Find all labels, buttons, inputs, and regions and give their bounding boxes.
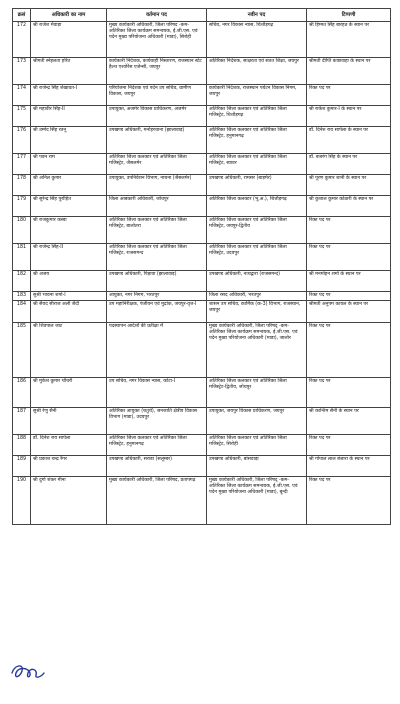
cell-remarks: रिक्त पद पर	[307, 217, 391, 244]
cell-sno: 186	[13, 378, 31, 408]
cell-new-post: जिला रसद अधिकारी, भरतपुर	[207, 292, 307, 301]
cell-current-post: मुख्य कार्यकारी अधिकारी, जिला परिषद, प्रतापगढ़	[107, 477, 207, 525]
table-row	[13, 244, 391, 271]
cell-name: श्री दुर्गा शंकर मीना	[31, 477, 107, 525]
cell-remarks: श्री कान्तिम सैनी के स्थान पर	[307, 408, 391, 435]
cell-current-post: अतिरिक्त जिला कलक्टर एवं अतिरिक्त जिला मजिस्ट्रेट, हनुमानगढ़	[107, 435, 207, 456]
table-row	[13, 435, 391, 456]
table-header-row	[13, 9, 391, 22]
cell-sno: 175	[13, 106, 31, 127]
table-row	[13, 175, 391, 196]
cell-name: श्री सैयद सीराज अली जैदी	[31, 301, 107, 323]
cell-remarks: श्रीमती अनुपम कायल के स्थान पर	[307, 301, 391, 323]
cell-name: श्री राजेन्द्र सिंह शेखावत-I	[31, 85, 107, 106]
cell-new-post: अतिरिक्त जिला कलक्टर एवं अतिरिक्त जिला मजिस्ट्रेट, हनुमानगढ़	[207, 127, 307, 154]
cell-current-post: अतिरिक्त आयुक्त (चतुर्थ), जनजाति क्षेत्रीय विकास विभाग (माडा), उदयपुर	[107, 408, 207, 435]
cell-sno: 179	[13, 196, 31, 217]
cell-remarks: श्री हिम्मत सिंह बारहठ के स्थान पर	[307, 22, 391, 58]
cell-sno: 189	[13, 456, 31, 477]
cell-current-post: उपखण्ड अधिकारी, मनोहरथाना (झालावाड़)	[107, 127, 207, 154]
header-current-post: वर्तमान पद	[107, 9, 207, 22]
cell-sno: 177	[13, 154, 31, 175]
cell-remarks: श्री गोपाल लाल बंजारा के स्थान पर	[307, 456, 391, 477]
cell-new-post: अतिरिक्त जिला कलक्टर (भू.अ.), चित्तौड़गढ़	[207, 196, 307, 217]
cell-new-post: मुख्य कार्यकारी अधिकारी, जिला परिषद् -कम- अतिरिक्त जिला कार्यक्रम समन्वयक, ई.जी.एस. एवं पदेन मुख्य परियोजना अधिकारी (माडा), जालोर	[207, 323, 307, 378]
cell-new-post: अतिरिक्त जिला कलक्टर एवं अतिरिक्त जिला मजिस्ट्रेट, सिरोही	[207, 435, 307, 456]
cell-sno: 172	[13, 22, 31, 58]
table-row	[13, 58, 391, 85]
cell-remarks: रिक्त पद पर	[307, 323, 391, 378]
header-new-post: नवीन पद	[207, 9, 307, 22]
table-row	[13, 154, 391, 175]
cell-remarks: श्री कुशाल कुमार कोठारी के स्थान पर	[307, 196, 391, 217]
cell-current-post: जिला आबकारी अधिकारी, जोधपुर	[107, 196, 207, 217]
cell-new-post: अतिरिक्त जिला कलक्टर एवं अतिरिक्त जिला मजिस्ट्रेट, चित्तौड़गढ़	[207, 106, 307, 127]
cell-current-post: आयुक्त, नगर निगम, भरतपुर	[107, 292, 207, 301]
cell-remarks: रिक्त पद पर	[307, 85, 391, 106]
cell-remarks: श्री मनमोहन शर्मा के स्थान पर	[307, 271, 391, 292]
cell-name: श्री अनिल कुमार	[31, 175, 107, 196]
cell-remarks: रिक्त पद पर	[307, 244, 391, 271]
cell-remarks: श्री राकेश कुमार-I के स्थान पर	[307, 106, 391, 127]
table-row	[13, 301, 391, 323]
cell-current-post: अतिरिक्त जिला कलक्टर एवं अतिरिक्त जिला मजिस्ट्रेट, राजसमन्द	[107, 244, 207, 271]
cell-name: श्री प्रकाश चन्द्र रैगर	[31, 456, 107, 477]
cell-sno: 174	[13, 85, 31, 106]
cell-remarks: रिक्त पद पर	[307, 378, 391, 408]
cell-new-post: उपखण्ड अधिकारी, नाथद्वारा (राजसमन्द)	[207, 271, 307, 292]
header-sno: क्रसं	[13, 9, 31, 22]
table-row	[13, 22, 391, 58]
cell-new-post: अतिरिक्त जिला कलक्टर एवं अतिरिक्त जिला मजिस्ट्रेट, ब्यावर	[207, 154, 307, 175]
cell-new-post: सचिव, नगर विकास न्यास, चित्तौड़गढ़	[207, 22, 307, 58]
cell-current-post: पदस्थापन आदेशों की प्रतीक्षा में	[107, 323, 207, 378]
cell-name: श्री पवन राम	[31, 154, 107, 175]
cell-current-post: उप महानिरीक्षक, पंजीयन एवं मुद्रांक, जयपुर-वृत्त-I	[107, 301, 207, 323]
cell-current-post: परियोजना निदेशक एवं पदेन उप सचिव, ग्रामीण विकास, जयपुर	[107, 85, 207, 106]
cell-sno: 180	[13, 217, 31, 244]
cell-sno: 183	[13, 292, 31, 301]
cell-new-post: उपायुक्त, जयपुर विकास प्राधिकरण, जयपुर	[207, 408, 307, 435]
cell-remarks: डॉ. दिनेश राय सापेला के स्थान पर	[307, 127, 391, 154]
cell-current-post: उपखण्ड अधिकारी, सराडा (सलूम्बर)	[107, 456, 207, 477]
cell-new-post: शासन उप सचिव, कार्मिक (क-3) विभाग, राजस्थान, जयपुर	[207, 301, 307, 323]
table-row	[13, 271, 391, 292]
table-row	[13, 456, 391, 477]
cell-sno: 187	[13, 408, 31, 435]
cell-name: श्री राजेश मेवाड़ा	[31, 22, 107, 58]
cell-sno: 188	[13, 435, 31, 456]
cell-name: श्री सुरेन्द्र सिंह पुरोहित	[31, 196, 107, 217]
cell-new-post: अतिरिक्त निदेशक, साक्षरता एवं सतत शिक्षा, जयपुर	[207, 58, 307, 85]
table-row	[13, 292, 391, 301]
cell-sno: 185	[13, 323, 31, 378]
cell-sno: 176	[13, 127, 31, 154]
cell-remarks: श्री पूरण कुमार शानी के स्थान पर	[307, 175, 391, 196]
cell-name: डॉ. दिनेश राय सापेला	[31, 435, 107, 456]
cell-sno: 184	[13, 301, 31, 323]
cell-new-post: अतिरिक्त जिला कलक्टर एवं अतिरिक्त जिला मजिस्ट्रेट, जयपुर-द्वितीय	[207, 217, 307, 244]
cell-current-post: उपखण्ड अधिकारी, पिड़ावा (झालावाड़)	[107, 271, 207, 292]
cell-remarks: रिक्त पद पर	[307, 435, 391, 456]
cell-new-post: अतिरिक्त जिला कलक्टर एवं अतिरिक्त जिला मजिस्ट्रेट-द्वितीय, जोधपुर	[207, 378, 307, 408]
cell-sno: 178	[13, 175, 31, 196]
cell-current-post: अतिरिक्त जिला कलक्टर एवं अतिरिक्त जिला मजिस्ट्रेट, जैसलमेर	[107, 154, 207, 175]
cell-name: श्री उम्मेद सिंह रतनू	[31, 127, 107, 154]
header-name: अधिकारी का नाम	[31, 9, 107, 22]
cell-new-post: कार्यकारी निदेशक, राजस्थान पर्यटन विकास निगम, जयपुर	[207, 85, 307, 106]
cell-name: श्री राजेन्द्र सिंह-II	[31, 244, 107, 271]
header-remarks: टिप्पणी	[307, 9, 391, 22]
table-row	[13, 477, 391, 525]
cell-name: श्री राजकुमार कस्वा	[31, 217, 107, 244]
transfer-table	[12, 8, 391, 525]
table-row	[13, 217, 391, 244]
cell-new-post: उपखण्ड अधिकारी, रामसर (बाड़मेर)	[207, 175, 307, 196]
cell-remarks: डॉ. बजरंग सिंह के स्थान पर	[307, 154, 391, 175]
cell-remarks: श्रीमती दीप्ति काछवाहा के स्थान पर	[307, 58, 391, 85]
cell-current-post: उपायुक्त, उपनिवेशन विभाग, नाचना (जैसलमेर)	[107, 175, 207, 196]
cell-new-post: अतिरिक्त जिला कलक्टर एवं अतिरिक्त जिला मजिस्ट्रेट, उदयपुर	[207, 244, 307, 271]
cell-name: सुश्री भावना शर्मा-I	[31, 292, 107, 301]
cell-remarks: रिक्त पद पर	[307, 292, 391, 301]
cell-sno: 181	[13, 244, 31, 271]
cell-name: श्री शिवपाल जाट	[31, 323, 107, 378]
cell-current-post: उपायुक्त, अजमेर विकास प्राधिकरण, अजमेर	[107, 106, 207, 127]
table-row	[13, 408, 391, 435]
cell-sno: 190	[13, 477, 31, 525]
signature-mark	[8, 655, 48, 685]
cell-remarks: रिक्त पद पर	[307, 477, 391, 525]
cell-current-post: अतिरिक्त जिला कलक्टर एवं अतिरिक्त जिला मजिस्ट्रेट, बालोतरा	[107, 217, 207, 244]
table-row	[13, 127, 391, 154]
cell-name: श्री महावीर सिंह-II	[31, 106, 107, 127]
cell-sno: 182	[13, 271, 31, 292]
cell-current-post: मुख्य कार्यकारी अधिकारी, जिला परिषद -कम- अतिरिक्त जिला कार्यक्रम समन्वयक, ई.जी.एस. एवं पदेन मुख्य परियोजना अधिकारी (माडा), सिरोही	[107, 22, 207, 58]
cell-name: सुश्री रेणु सैनी	[31, 408, 107, 435]
cell-new-post: मुख्य कार्यकारी अधिकारी, जिला परिषद् -कम- अतिरिक्त जिला कार्यक्रम समन्वयक, ई.जी.एस. एवं पदेन मुख्य परियोजना अधिकारी (माडा), बून्दी	[207, 477, 307, 525]
table-row	[13, 106, 391, 127]
cell-name: श्रीमती स्नेहलता हरित	[31, 58, 107, 85]
cell-new-post: उपखण्ड अधिकारी, बांसवाड़ा	[207, 456, 307, 477]
table-row	[13, 85, 391, 106]
cell-sno: 173	[13, 58, 31, 85]
cell-current-post: उप सचिव, नगर विकास न्यास, कोटा-I	[107, 378, 207, 408]
cell-current-post: कार्यकारी निदेशक, कार्यवाही निस्तारण, राजस्थान स्टेट हैल्थ एश्योरेंस एजेन्सी, जयपुर	[107, 58, 207, 85]
table-row	[13, 196, 391, 217]
table-row	[13, 323, 391, 378]
cell-name: श्री अजय	[31, 271, 107, 292]
table-row	[13, 378, 391, 408]
cell-name: श्री मुकेश कुमार चौधरी	[31, 378, 107, 408]
